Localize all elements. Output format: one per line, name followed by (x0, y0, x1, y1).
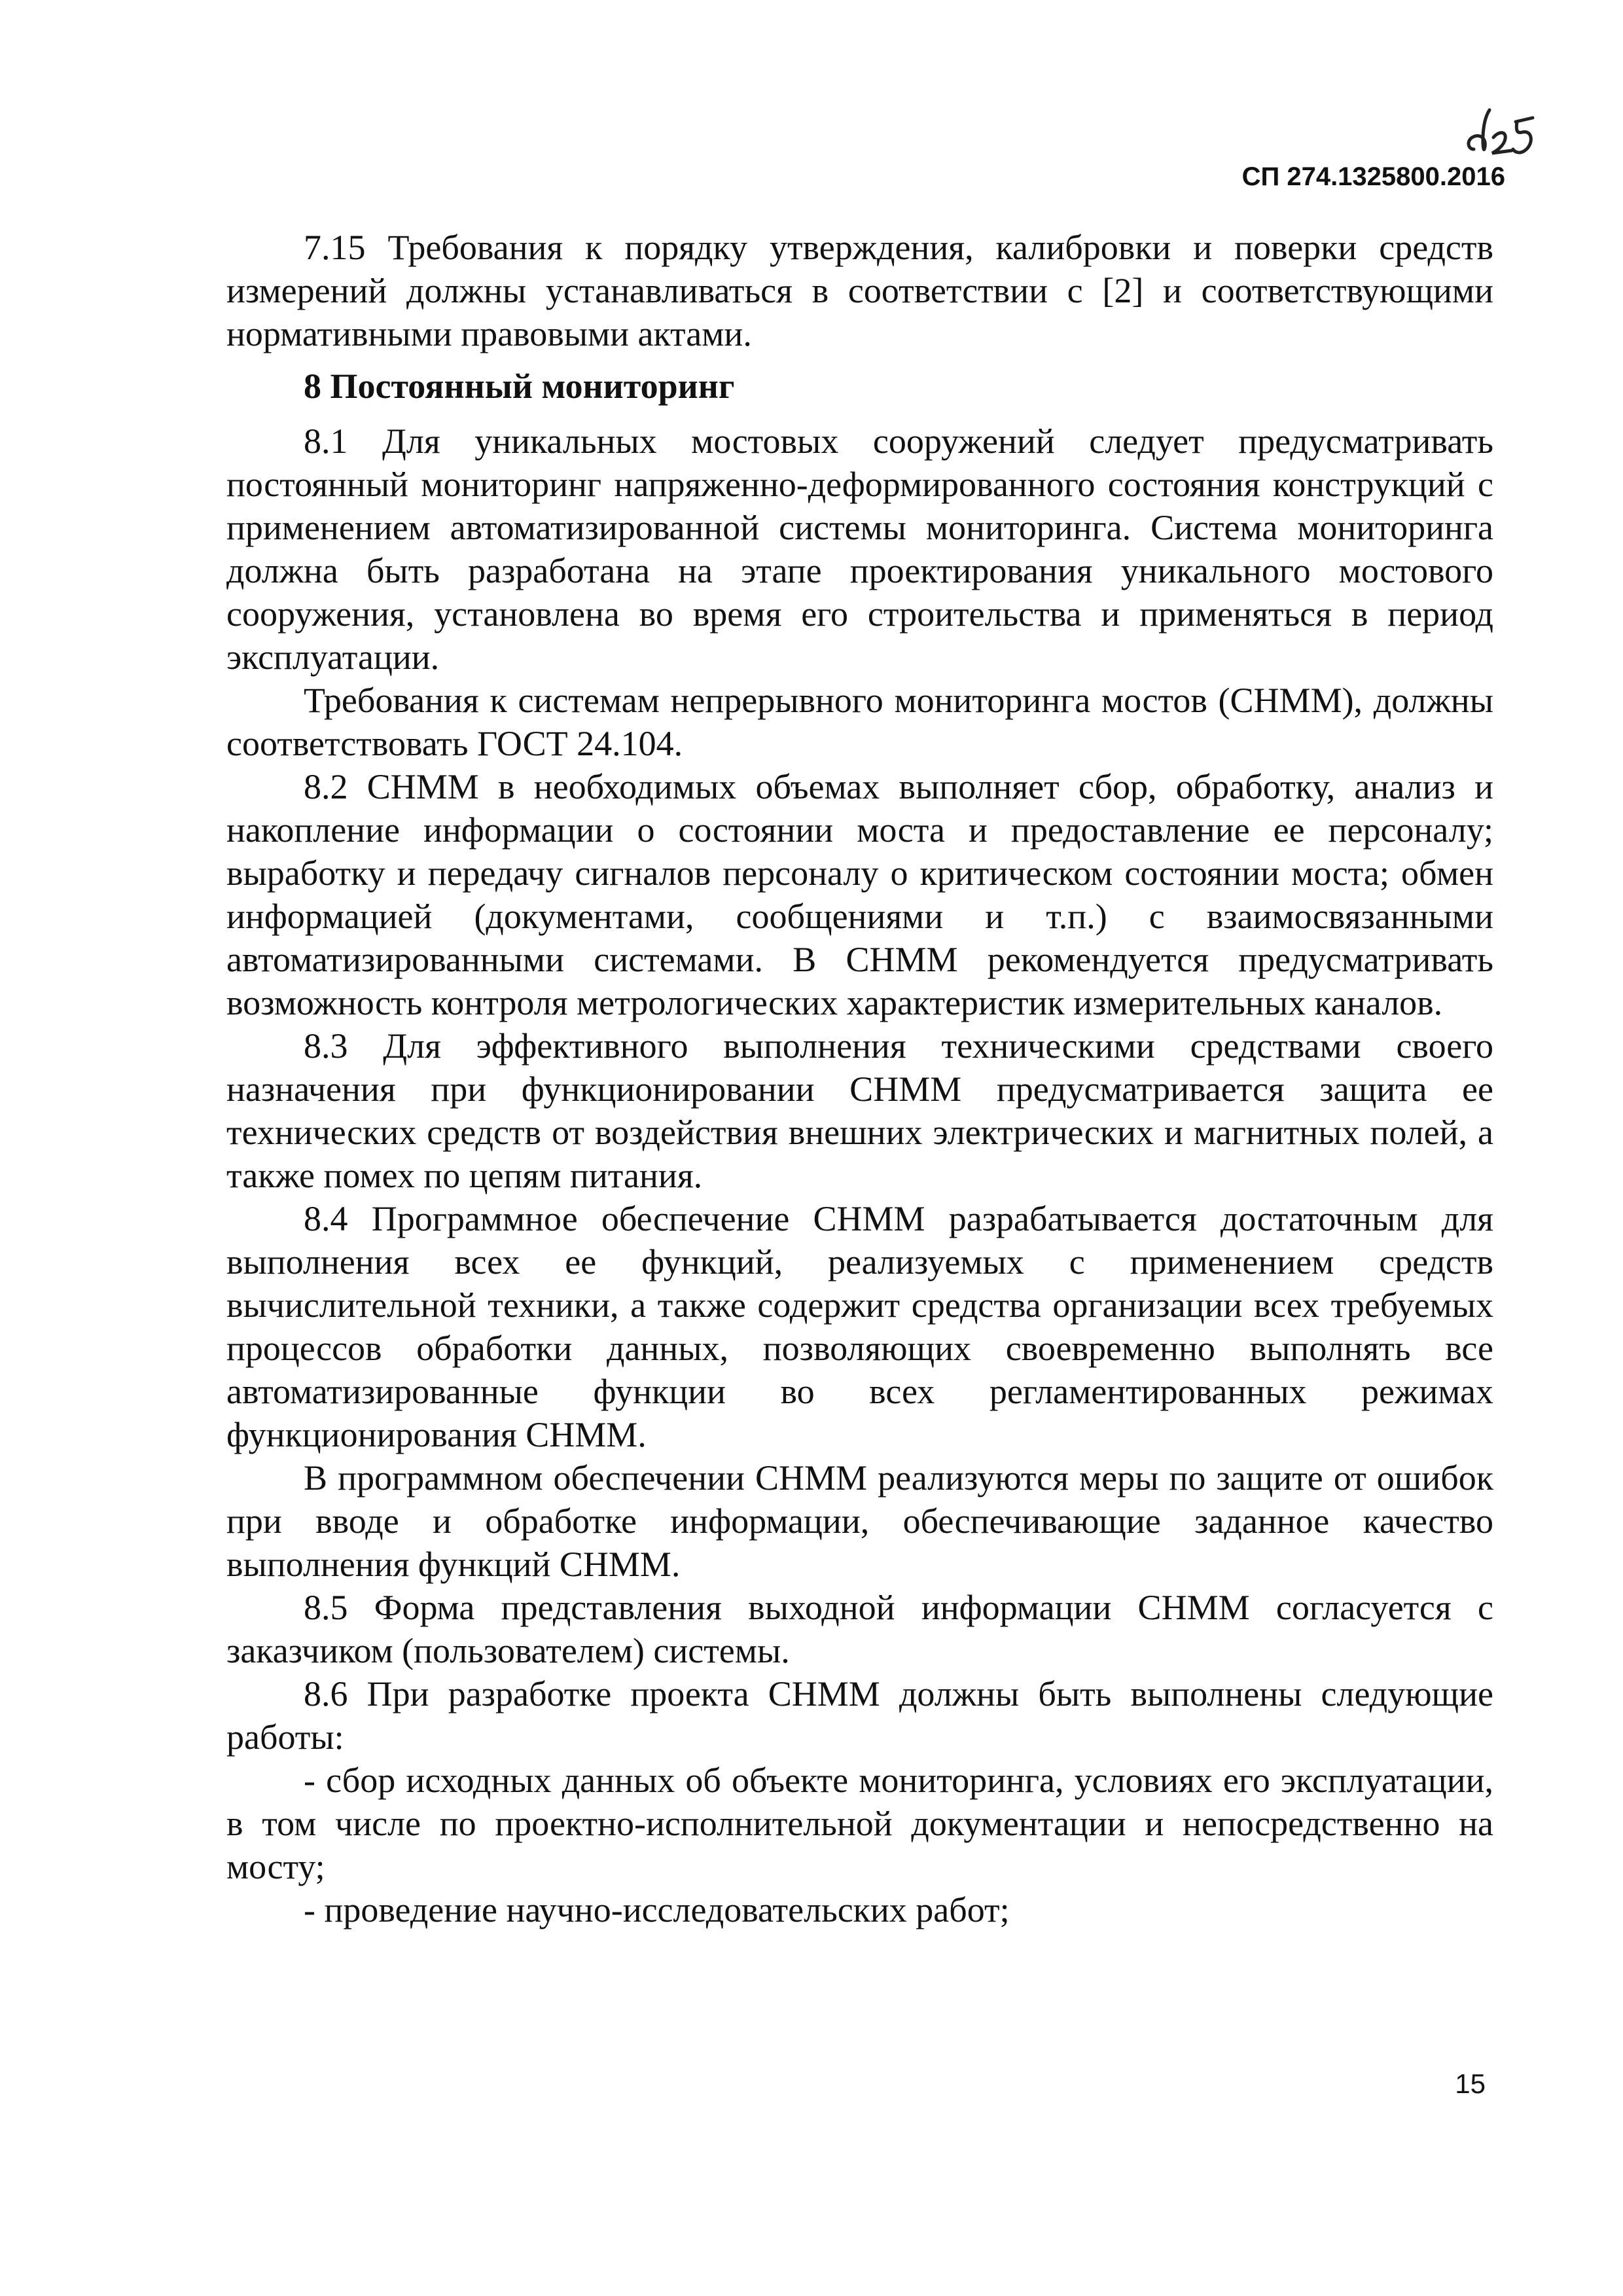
paragraph-8-1: 8.1 Для уникальных мостовых сооружений следует предусматривать постоянный мониторинг напряженно-деформированного состояния конструкций с применением автоматизированной системы мониторинга. Система мониторинга должна быть разработана на этапе проектирования уникального мостового сооружения, установлена во время его строительства и применяться в период эксплуатации. (226, 422, 1493, 677)
list-item-data-collection: - сбор исходных данных об объекте мониторинга, условиях его эксплуатации, в том числе по проектно-исполнительной документации и непосредственно на мосту; (226, 1761, 1493, 1886)
paragraph-8-4: 8.4 Программное обеспечение СНММ разрабатывается достаточным для выполнения всех ее функций, реализуемых с применением средств вычислительной техники, а также содержит средства организации всех требуемых процессов обработки данных, позволяющих своевременно выполнять все автоматизированные функции во всех регламентированных режимах функционирования СНММ. (226, 1199, 1493, 1454)
paragraph-software-protection: В программном обеспечении СНММ реализуются меры по защите от ошибок при вводе и обработке информации, обеспечивающие заданное качество выполнения функций СНММ. (226, 1458, 1493, 1584)
paragraph-8-6: 8.6 При разработке проекта СНММ должны быть выполнены следующие работы: (226, 1674, 1493, 1757)
paragraph-8-5: 8.5 Форма представления выходной информации СНММ согласуется с заказчиком (пользователем) системы. (226, 1588, 1493, 1670)
handwritten-page-mark (1461, 98, 1546, 164)
paragraph-7-15: 7.15 Требования к порядку утверждения, калибровки и поверки средств измерений должны устанавливаться в соответствии с [2] и соответствующими нормативными правовыми актами. (226, 228, 1493, 353)
paragraph-snmm-requirements: Требования к системам непрерывного мониторинга мостов (СНММ), должны соответствовать ГОСТ 24.104. (226, 681, 1493, 763)
document-code: СП 274.1325800.2016 (1241, 162, 1505, 191)
section-heading-8: 8 Постоянный мониторинг (304, 367, 735, 406)
document-body (226, 226, 1493, 1931)
list-item-research-work: - проведение научно-исследовательских работ; (304, 1890, 1010, 1929)
page-number: 15 (1455, 2068, 1486, 2099)
paragraph-8-3: 8.3 Для эффективного выполнения техническими средствами своего назначения при функционировании СНММ предусматривается защита ее технических средств от воздействия внешних электрических и магнитных полей, а также помех по цепям питания. (226, 1026, 1493, 1195)
paragraph-8-2: 8.2 СНММ в необходимых объемах выполняет сбор, обработку, анализ и накопление информации о состоянии моста и предоставление ее персоналу; выработку и передачу сигналов персоналу о критическом состоянии моста; обмен информацией (документами, сообщениями и т.п.) с взаимосвязанными автоматизированными системами. В СНММ рекомендуется предусматривать возможность контроля метрологических характеристик измерительных каналов. (226, 767, 1493, 1022)
